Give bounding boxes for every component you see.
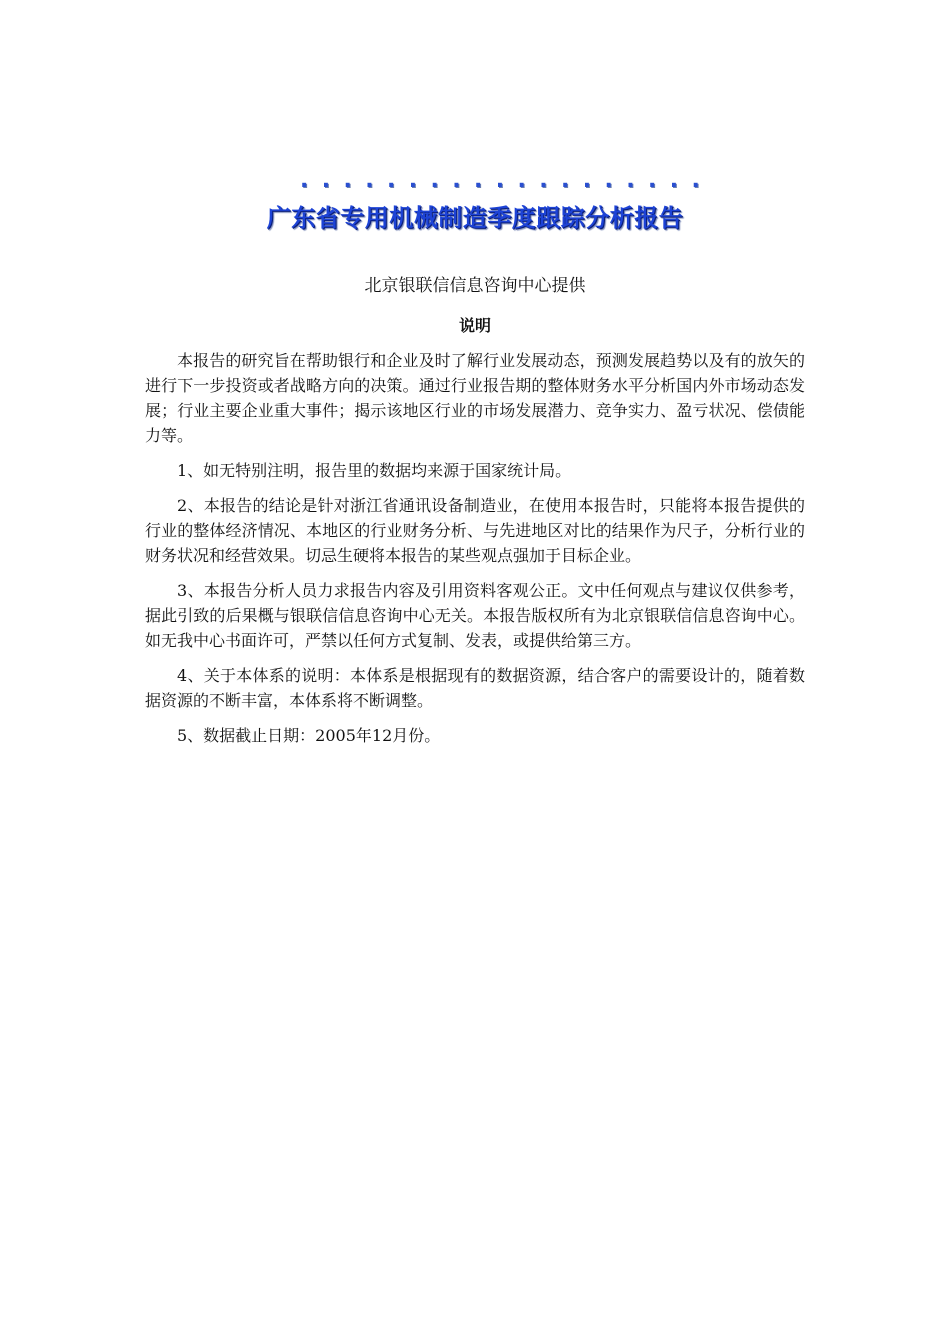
decorative-dot: . (300, 168, 309, 193)
decorative-dot: . (387, 168, 396, 193)
note-paragraph-2: 2、本报告的结论是针对浙江省通讯设备制造业，在使用本报告时，只能将本报告提供的行业的整体经济情况、本地区的行业财务分析、与先进地区对比的结果作为尺子，分析行业的财务状况和经营效果。切忌生硬将本报告的某些观点强加于目标企业。 (145, 496, 805, 565)
decorative-dot: . (474, 168, 483, 193)
note-paragraph-3: 3、本报告分析人员力求报告内容及引用资料客观公正。文中任何观点与建议仅供参考，据此引致的后果概与银联信信息咨询中心无关。本报告版权所有为北京银联信信息咨询中心。如无我中心书面许可，严禁以任何方式复制、发表，或提供给第三方。 (145, 581, 805, 650)
report-body (145, 348, 805, 758)
decorative-dot: . (517, 168, 526, 193)
note-paragraph-1: 1、如无特别注明，报告里的数据均来源于国家统计局。 (177, 461, 572, 480)
section-heading: 说明 (458, 316, 491, 335)
report-title: 广东省专用机械制造季度跟踪分析报告 (266, 204, 684, 232)
decorative-dot: . (582, 168, 592, 193)
intro-paragraph: 本报告的研究旨在帮助银行和企业及时了解行业发展动态，预测发展趋势以及有的放矢的进行下一步投资或者战略方向的决策。通过行业报告期的整体财务水平分析国内外市场动态发展；行业主要企业重大事件；揭示该地区行业的市场发展潜力、竞争实力、盈亏状况、偿债能力等。 (145, 351, 805, 445)
note-paragraph-5: 5、数据截止日期：2005年12月份。 (177, 726, 441, 745)
decorative-dot-row (300, 170, 700, 192)
decorative-dot: . (452, 168, 461, 193)
decorative-dot: . (648, 168, 657, 193)
note-paragraph-4: 4、关于本体系的说明：本体系是根据现有的数据资源，结合客户的需要设计的，随着数据资源的不断丰富，本体系将不断调整。 (145, 666, 805, 710)
decorative-dot: . (561, 168, 570, 193)
decorative-dot: . (691, 168, 700, 193)
decorative-dot: . (408, 168, 418, 193)
decorative-dot: . (365, 168, 374, 193)
decorative-dot: . (321, 168, 331, 193)
decorative-dot: . (669, 168, 679, 193)
decorative-dot: . (495, 168, 505, 193)
decorative-dot: . (626, 168, 635, 193)
report-provider: 北京银联信信息咨询中心提供 (364, 276, 586, 296)
decorative-dot: . (343, 168, 352, 193)
decorative-dot: . (539, 168, 548, 193)
decorative-dot: . (430, 168, 439, 193)
decorative-dot: . (604, 168, 613, 193)
